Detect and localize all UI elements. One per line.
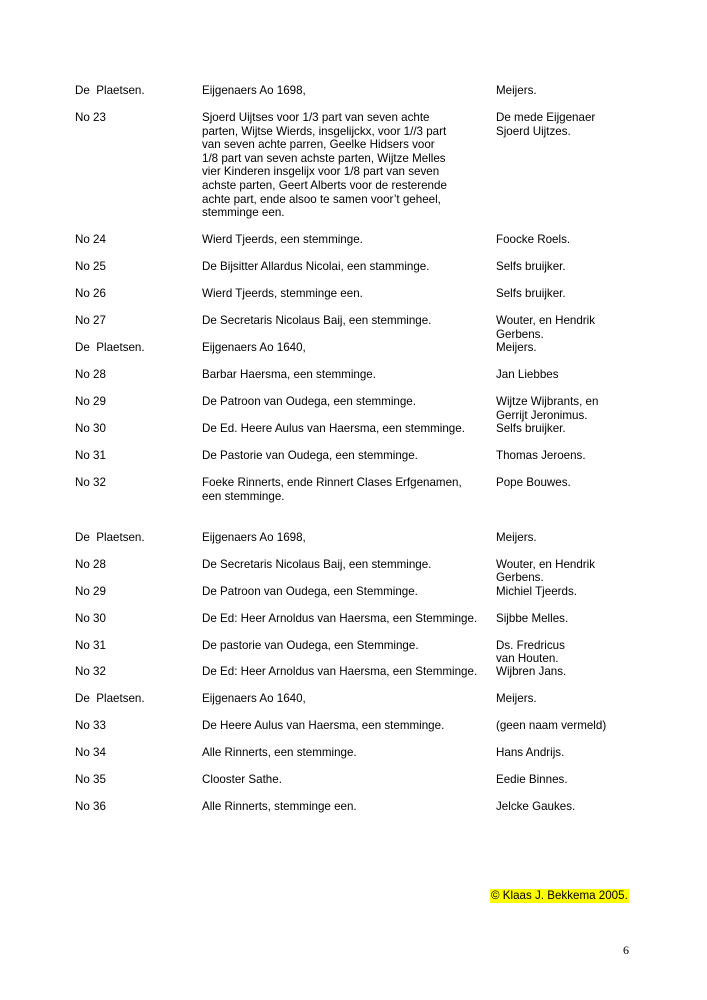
meier-cell: Meijers. bbox=[496, 341, 537, 355]
table-row bbox=[0, 638, 707, 666]
plaats-cell: No 25 bbox=[75, 260, 106, 274]
eigenaar-cell: Sjoerd Uijtses voor 1/3 part van seven achte parten, Wijtse Wierds, insgelijckx, voor 1//3 part van seven achte parren, Geelke Hidsers voor 1/8 part van seven achste parten, Wijtze Melles vier Kinderen insgelijx voor 1/8 part van seven achste parten, Geert Alberts voor de resterende achte part, ende alsoo te samen voor’t geheel, stemminge een. bbox=[202, 110, 447, 220]
plaats-cell: De Plaetsen. bbox=[75, 84, 145, 97]
table-row bbox=[0, 287, 707, 301]
eigenaar-cell: De Patroon van Oudega, een Stemminge. bbox=[202, 584, 418, 598]
eigenaar-cell: De Secretaris Nicolaus Baij, een stemminge. bbox=[202, 314, 432, 328]
plaats-cell: De Plaetsen. bbox=[75, 530, 145, 544]
table-row bbox=[0, 746, 707, 760]
table-row bbox=[0, 585, 707, 599]
meier-cell: Jan Liebbes bbox=[496, 368, 559, 382]
eigenaar-cell: De Ed: Heer Arnoldus van Haersma, een Stemminge. bbox=[202, 665, 478, 679]
plaats-cell: No 23 bbox=[75, 110, 106, 124]
plaats-cell: No 29 bbox=[75, 395, 106, 409]
table-row bbox=[0, 368, 707, 382]
eigenaar-cell: Wierd Tjeerds, stemminge een. bbox=[202, 287, 363, 301]
eigenaar-cell: Alle Rinnerts, stemminge een. bbox=[202, 800, 357, 814]
eigenaar-cell: De Ed: Heer Arnoldus van Haersma, een Stemminge. bbox=[202, 611, 478, 625]
plaats-cell: No 24 bbox=[75, 233, 106, 247]
table-row bbox=[0, 665, 707, 679]
copyright-notice: © Klaas J. Bekkema 2005. bbox=[491, 889, 628, 902]
table-row bbox=[0, 422, 707, 436]
eigenaar-cell: De Heere Aulus van Haersma, een stemminge. bbox=[202, 719, 445, 733]
table-row bbox=[0, 800, 707, 814]
meier-cell: Meijers. bbox=[496, 692, 537, 706]
table-row bbox=[0, 233, 707, 247]
table-row bbox=[0, 449, 707, 463]
meier-cell: Meijers. bbox=[496, 530, 537, 544]
plaats-cell: De Plaetsen. bbox=[75, 692, 145, 706]
meier-cell: Thomas Jeroens. bbox=[496, 449, 586, 462]
meier-cell: Hans Andrijs. bbox=[496, 746, 565, 760]
meier-cell: Foocke Roels. bbox=[496, 233, 571, 247]
register-table bbox=[0, 84, 707, 827]
eigenaar-cell: Eijgenaers Ao 1698, bbox=[202, 84, 306, 97]
meier-cell: De mede Eijgenaer Sjoerd Uijtzes. bbox=[496, 110, 596, 138]
plaats-cell: No 31 bbox=[75, 449, 106, 462]
plaats-cell: No 32 bbox=[75, 475, 106, 489]
meier-cell: Wijbren Jans. bbox=[496, 665, 567, 679]
meier-cell: Wouter, en Hendrik Gerbens. bbox=[496, 314, 596, 341]
plaats-cell: No 27 bbox=[75, 314, 106, 328]
plaats-cell: No 31 bbox=[75, 638, 106, 652]
plaats-cell: No 28 bbox=[75, 368, 106, 382]
meier-cell: Selfs bruijker. bbox=[496, 422, 566, 436]
meier-cell: Wouter, en Hendrik Gerbens. bbox=[496, 557, 596, 585]
table-row bbox=[0, 531, 707, 545]
meier-cell: (geen naam vermeld) bbox=[496, 719, 607, 733]
eigenaar-cell: Alle Rinnerts, een stemminge. bbox=[202, 746, 357, 760]
meier-cell: Selfs bruijker. bbox=[496, 287, 566, 301]
meier-cell: Meijers. bbox=[496, 84, 537, 97]
meier-cell: Jelcke Gaukes. bbox=[496, 800, 576, 814]
plaats-cell: No 33 bbox=[75, 719, 106, 733]
table-row bbox=[0, 260, 707, 274]
meier-cell: Selfs bruijker. bbox=[496, 260, 566, 274]
meier-cell: Michiel Tjeerds. bbox=[496, 584, 577, 598]
plaats-cell: No 35 bbox=[75, 773, 106, 787]
eigenaar-cell: Barbar Haersma, een stemminge. bbox=[202, 368, 376, 382]
table-row bbox=[0, 773, 707, 787]
meier-cell: Eedie Binnes. bbox=[496, 773, 568, 787]
eigenaar-cell: Wierd Tjeerds, een stemminge. bbox=[202, 233, 363, 247]
table-row bbox=[0, 111, 707, 220]
eigenaar-cell: Clooster Sathe. bbox=[202, 773, 282, 787]
eigenaar-cell: Foeke Rinnerts, ende Rinnert Clases Erfgenamen, een stemminge. bbox=[202, 475, 462, 503]
table-row bbox=[0, 314, 707, 341]
plaats-cell: No 30 bbox=[75, 422, 106, 436]
meier-cell: Sijbbe Melles. bbox=[496, 611, 569, 625]
table-row bbox=[0, 84, 707, 98]
meier-cell: Wijtze Wijbrants, en Gerrijt Jeronimus. bbox=[496, 395, 599, 422]
plaats-cell: No 34 bbox=[75, 746, 106, 760]
eigenaar-cell: De Secretaris Nicolaus Baij, een stemminge. bbox=[202, 557, 432, 571]
table-row bbox=[0, 719, 707, 733]
plaats-cell: No 28 bbox=[75, 557, 106, 571]
meier-cell: Pope Bouwes. bbox=[496, 475, 571, 489]
table-row bbox=[0, 692, 707, 706]
eigenaar-cell: Eijgenaers Ao 1640, bbox=[202, 692, 306, 706]
plaats-cell: No 32 bbox=[75, 665, 106, 679]
page-number: 6 bbox=[623, 943, 629, 957]
eigenaar-cell: De Pastorie van Oudega, een stemminge. bbox=[202, 449, 418, 462]
table-row bbox=[0, 557, 707, 585]
eigenaar-cell: Eijgenaers Ao 1698, bbox=[202, 530, 306, 544]
table-row bbox=[0, 612, 707, 626]
eigenaar-cell: De Ed. Heere Aulus van Haersma, een stemminge. bbox=[202, 422, 465, 436]
meier-cell: Ds. Fredricus van Houten. bbox=[496, 638, 565, 666]
plaats-cell: No 30 bbox=[75, 611, 106, 625]
eigenaar-cell: Eijgenaers Ao 1640, bbox=[202, 341, 306, 355]
eigenaar-cell: De Bijsitter Allardus Nicolai, een stamminge. bbox=[202, 260, 430, 274]
plaats-cell: No 26 bbox=[75, 287, 106, 301]
table-row bbox=[0, 476, 707, 503]
eigenaar-cell: De pastorie van Oudega, een Stemminge. bbox=[202, 638, 419, 652]
table-row bbox=[0, 395, 707, 422]
eigenaar-cell: De Patroon van Oudega, een stemminge. bbox=[202, 395, 416, 409]
plaats-cell: De Plaetsen. bbox=[75, 341, 145, 355]
plaats-cell: No 29 bbox=[75, 584, 106, 598]
plaats-cell: No 36 bbox=[75, 800, 106, 814]
table-row bbox=[0, 341, 707, 355]
